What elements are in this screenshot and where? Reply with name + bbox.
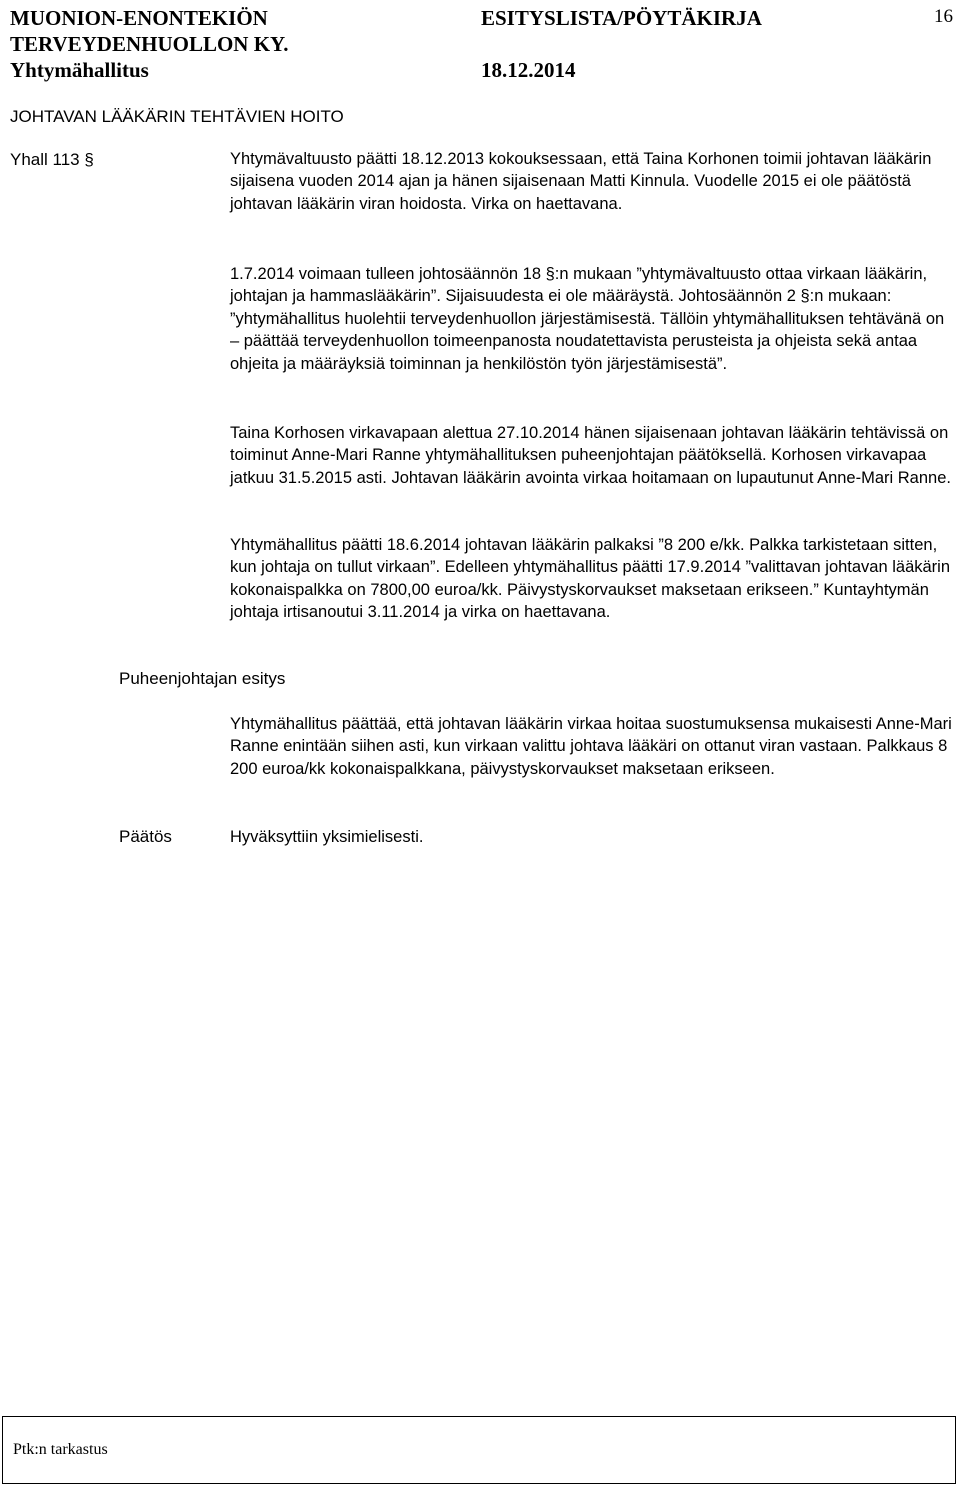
paragraph-bylaws: 1.7.2014 voimaan tulleen johtosäännön 18 §:n mukaan ”yhtymävaltuusto ottaa virkaan lääkärin, johtajan ja hammaslääkärin”. Sijaisuudesta ei ole määräystä. Johtosäännön 2 §:n mukaan: ”yhtymähallitus huolehtii terveydenhuollon järjestämisestä. Tällöin yhtymähallituksen tehtävänä on – päättää terveydenhuollon toimeenpanosta noudatettavista perusteista ja ohjeista sekä antaa ohjeita ja määräyksiä toiminnan ja henkilöstön työn järjestämisestä”.: [230, 265, 945, 373]
meeting-date: 18.12.2014: [481, 58, 576, 82]
proposal-label: Puheenjohtajan esitys: [119, 669, 286, 688]
section-title: JOHTAVAN LÄÄKÄRIN TEHTÄVIEN HOITO: [10, 107, 344, 126]
page-number: 16: [934, 6, 953, 27]
case-reference: Yhall 113 §: [10, 150, 94, 169]
paragraph-background: Yhtymävaltuusto päätti 18.12.2013 kokouksessaan, että Taina Korhonen toimii johtavan lääkärin sijaisena vuoden 2014 ajan ja hänen sijaisenaan Matti Kinnula. Vuodelle 2015 ei ole päätöstä johtavan lääkärin viran hoidosta. Virka on haettavana.: [230, 150, 932, 213]
org-name-line2: TERVEYDENHUOLLON KY.: [10, 32, 289, 56]
proposal-text: Yhtymähallitus päättää, että johtavan lääkärin virkaa hoitaa suostumuksensa mukaisesti Anne-Mari Ranne enintään siihen asti, kun virkaan valittu johtava lääkäri on ottanut viran vastaan. Palkkaus 8 200 euroa/kk kokonaispalkkana, päivystyskorvaukset maksetaan erikseen.: [230, 715, 952, 778]
paragraph-salary: Yhtymähallitus päätti 18.6.2014 johtavan lääkärin palkaksi ”8 200 e/kk. Palkka tarkistetaan sitten, kun johtaja on tullut virkaan”. Edelleen yhtymähallitus päätti 17.9.2014 ”valittavan johtavan lääkärin kokonaispalkka on 7800,00 euroa/kk. Päivystyskorvaukset maksetaan erikseen.” Kuntayhtymän johtaja irtisanoutui 3.11.2014 ja virka on haettavana.: [230, 536, 951, 622]
org-name-line1: MUONION-ENONTEKIÖN: [10, 6, 268, 30]
org-body: Yhtymähallitus: [10, 58, 149, 82]
document-type: ESITYSLISTA/PÖYTÄKIRJA: [481, 6, 762, 30]
decision-label: Päätös: [119, 827, 172, 846]
review-label: Ptk:n tarkastus: [13, 1441, 108, 1458]
review-box: [2, 1416, 956, 1484]
paragraph-acting-arrangement: Taina Korhosen virkavapaan alettua 27.10.2014 hänen sijaisenaan johtavan lääkärin tehtävissä on toiminut Anne-Mari Ranne yhtymähallituksen puheenjohtajan päätöksellä. Korhosen virkavapaa jatkuu 31.5.2015 asti. Johtavan lääkärin avointa virkaa hoitamaan on lupautunut Anne-Mari Ranne.: [230, 424, 951, 487]
decision-text: Hyväksyttiin yksimielisesti.: [230, 828, 424, 846]
